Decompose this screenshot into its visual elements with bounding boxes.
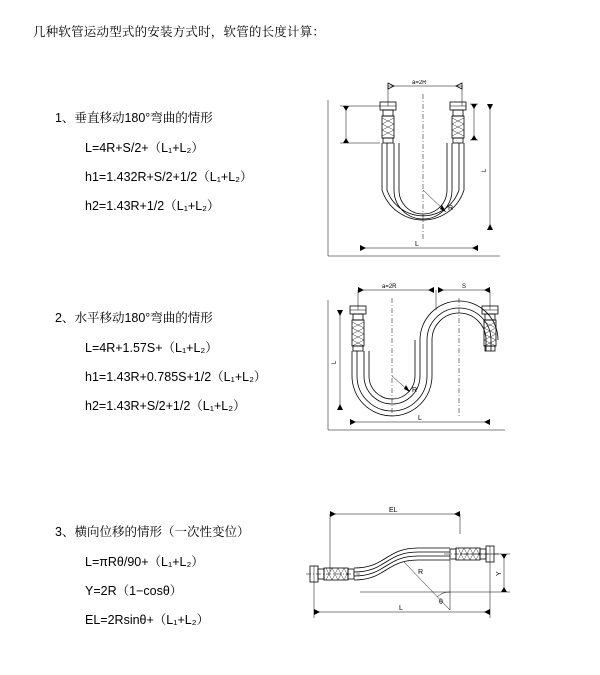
dim-label-l-bottom-3: L [399,605,403,612]
section-1-text [55,108,305,225]
section-3-formula-2: Y=2R（1−cosθ） [85,584,183,598]
section-2-text [55,308,305,425]
section-2-diagram [300,280,520,460]
dim-label-r-2: R [412,387,418,394]
dim-label-l-vertical: L [482,168,488,172]
section-3-title: 3、横向位移的情形（一次性变位） [55,525,250,539]
dim-label-s: S [462,284,467,290]
section-1-formula-2: h1=1.432R+S/2+1/2（L₁+L₂） [85,170,253,184]
section-2-formula-1: L=4R+1.57S+（L₁+L₂） [85,341,218,355]
section-3-text [55,522,305,639]
section-2-formula-2: h1=1.43R+0.785S+1/2（L₁+L₂） [85,370,267,384]
section-1-title: 1、垂直移动180°弯曲的情形 [55,111,213,125]
section-3-diagram [300,500,520,640]
section-3-formula-3: EL=2Rsinθ+（L₁+L₂） [85,613,210,627]
dim-label-l-bottom: L [415,241,419,248]
section-2-formula-3: h2=1.43R+S/2+1/2（L₁+L₂） [85,399,246,413]
section-1-formula-1: L=4R+S/2+（L₁+L₂） [85,141,204,155]
page-heading: 几种软管运动型式的安装方式时，软管的长度计算： [33,25,326,39]
section-3-formula-1: L=πRθ/90+（L₁+L₂） [85,555,204,569]
dim-label-r-3: R [418,569,424,576]
dim-label-l-vertical-2: L [332,360,338,364]
section-2-title: 2、水平移动180°弯曲的情形 [55,311,213,325]
dim-label-y: Y [496,571,503,576]
dim-label-el: EL [389,507,398,514]
dim-label-r: R [448,205,454,212]
dim-label-l-bottom-2: L [418,415,422,422]
dim-label-a-2r: a=2R [412,80,427,86]
section-1-diagram [300,80,520,270]
dim-label-theta: θ [439,599,443,606]
dim-label-a-2r-2: a=2R [382,284,397,290]
section-1-formula-3: h2=1.43R+1/2（L₁+L₂） [85,199,220,213]
